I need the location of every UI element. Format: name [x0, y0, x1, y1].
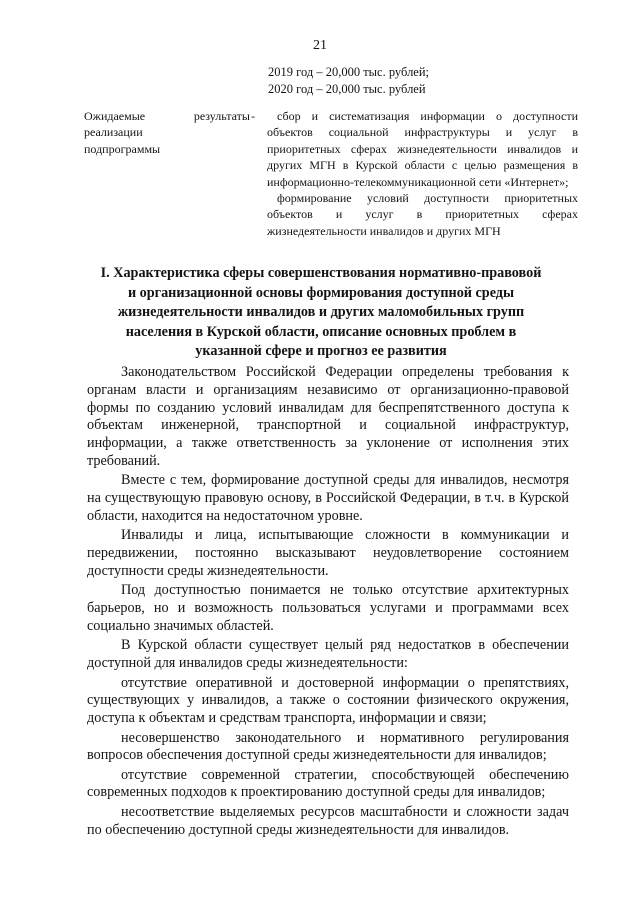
section-title: I. Характеристика сферы совершенствования нормативно-правовой и организационной основы формирования доступной среды жизнедеятельности инвалидов и других маломобильных групп населения в Курской области, описание основных проблем в указанной сфере и прогноз ее развития	[100, 265, 542, 360]
paragraph: несоответствие выделяемых ресурсов масштабности и сложности задач по обеспечению доступной среды жизнедеятельности для инвалидов.	[87, 803, 569, 838]
paragraph: отсутствие оперативной и достоверной информации о препятствиях, существующих у инвалидов, а также о состоянии физического окружения, доступа к объектам и средствам транспорта, информации и связи;	[87, 674, 569, 727]
paragraph: Инвалиды и лица, испытывающие сложности в коммуникации и передвижении, постоянно высказывают неудовлетворение состоянием доступности среды жизнедеятельности.	[87, 527, 569, 579]
funding-lines	[268, 64, 429, 98]
label-line-1: Ожидаемые результаты	[84, 109, 250, 123]
label-line-3: подпрограммы	[84, 141, 161, 156]
funding-line-2020: 2020 год – 20,000 тыс. рублей	[268, 82, 426, 96]
expected-results-list	[267, 108, 578, 239]
paragraph: Под доступностью понимается не только отсутствие архитектурных барьеров, но и возможность пользоваться услугами и программами всех социально значимых областей.	[87, 582, 569, 634]
paragraph: отсутствие современной стратегии, способствующей обеспечению современных подходов к проектированию доступной среды для инвалидов;	[87, 766, 569, 801]
expected-result-item: сбор и систематизация информации о доступности объектов социальной инфраструктуры и услуг в приоритетных сферах жизнедеятельности инвалидов и других МГН в Курской области с целью размещения в информационно-телекоммуникационной сети «Интернет»;	[267, 109, 578, 189]
paragraph: Законодательством Российской Федерации определены требования к органам власти и организациям независимо от организационно-правовой формы по созданию условий инвалидам для беспрепятственного доступа к объектам инженерной, транспортной и социальной инфраструктур, информации, а также ответственность за уклонение от исполнения этих требований.	[87, 364, 569, 469]
expected-results-label	[84, 108, 250, 157]
paragraph: Вместе с тем, формирование доступной среды для инвалидов, несмотря на существующую правовую основу, в Российской Федерации, в т.ч. в Курской области, находится на недостаточном уровне.	[87, 472, 569, 524]
funding-line-2019: 2019 год – 20,000 тыс. рублей;	[268, 65, 430, 79]
paragraph: В Курской области существует целый ряд недостатков в обеспечении доступной для инвалидов среды жизнедеятельности:	[87, 637, 569, 672]
paragraph: несовершенство законодательного и нормативного регулирования вопросов обеспечения доступной среды жизнедеятельности для инвалидов;	[87, 729, 569, 764]
expected-result-item: формирование условий доступности приоритетных объектов и услуг в приоритетных сферах жизнедеятельности инвалидов и других МГН	[267, 191, 578, 238]
body-text	[87, 364, 569, 841]
page-number: 21	[313, 38, 327, 53]
label-dash: -	[251, 109, 255, 123]
label-line-2: реализации	[84, 125, 143, 140]
